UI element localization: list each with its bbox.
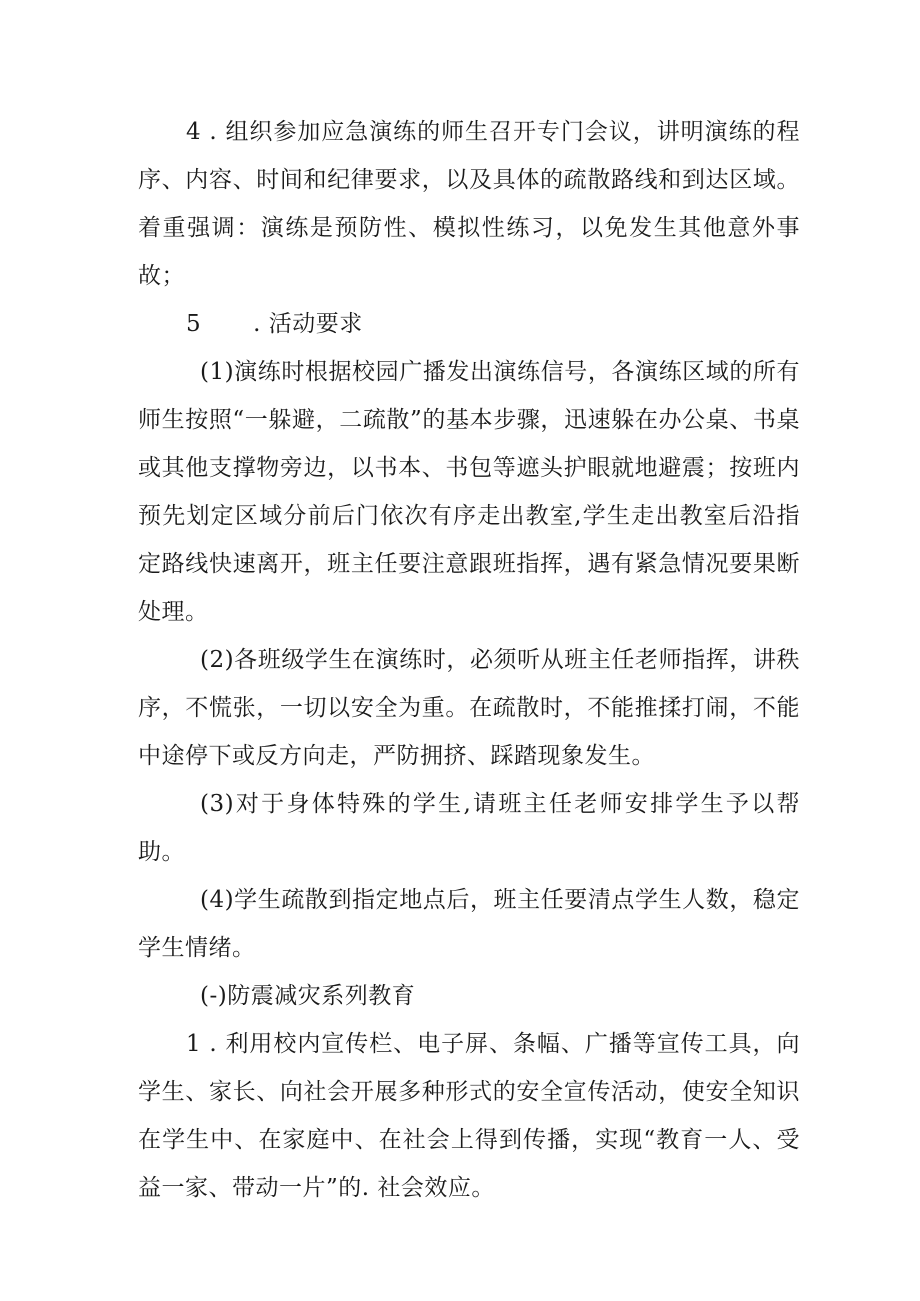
item-4: (4)学生疏散到指定地点后，班主任要清点学生人数，稳定学生情绪。 [138, 887, 800, 961]
heading-5-number: 5 [186, 311, 202, 337]
document-body [138, 108, 800, 1212]
section-heading: (-)防震减灾系列教育 [200, 983, 416, 1009]
paragraph-4: 4 . 组织参加应急演练的师生召开专门会议，讲明演练的程序、内容、时间和纪律要求，以及具体的疏散路线和到达区域。着重强调：演练是预防性、模拟性练习，以免发生其他意外事故； [138, 119, 800, 289]
paragraph-1: 1 . 利用校内宣传栏、电子屏、条幅、广播等宣传工具，向学生、家长、向社会开展多种形式的安全宣传活动，使安全知识在学生中、在家庭中、在社会上得到传播，实现“教育一人、受益一家、带动一片”的. 社会效应。 [138, 1031, 800, 1201]
item-3: (3)对于身体特殊的学生,请班主任老师安排学生予以帮助。 [138, 791, 800, 865]
item-2: (2)各班级学生在演练时，必须听从班主任老师指挥，讲秩序，不慌张，一切以安全为重。在疏散时，不能推揉打闹，不能中途停下或反方向走，严防拥挤、踩踏现象发生。 [138, 647, 800, 769]
heading-5-text: . 活动要求 [253, 311, 363, 337]
item-1: (1)演练时根据校园广播发出演练信号，各演练区域的所有师生按照“一躲避，二疏散”的基本步骤，迅速躲在办公桌、书桌或其他支撑物旁边，以书本、书包等遮头护眼就地避震；按班内预先划定区域分前后门依次有序走出教室,学生走出教室后沿指定路线快速离开，班主任要注意跟班指挥，遇有紧急情况要果断处理。 [138, 359, 800, 625]
heading-5 [138, 300, 800, 348]
